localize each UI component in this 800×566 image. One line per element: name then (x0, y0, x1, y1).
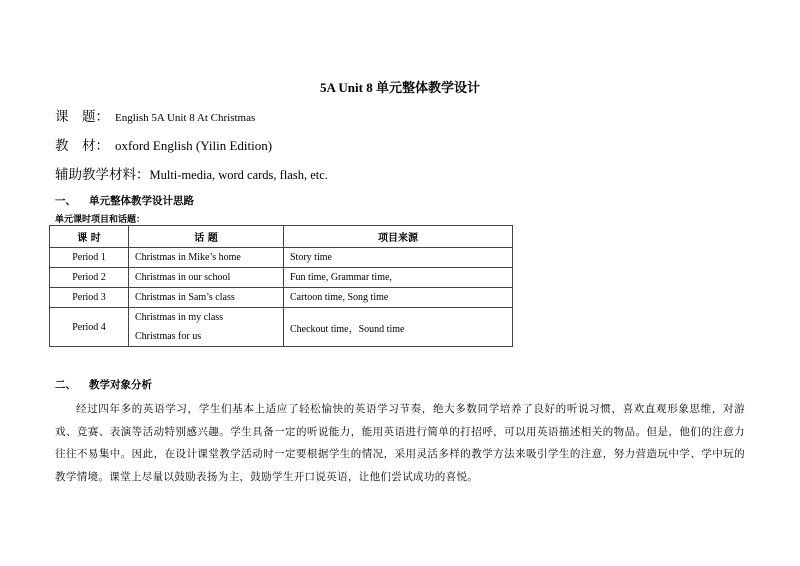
document-title: 5A Unit 8 单元整体教学设计 (320, 80, 480, 95)
period-cell: Period 4 (50, 308, 129, 347)
table-row (50, 268, 513, 288)
materials-value: Multi-media, word cards, flash, etc. (149, 168, 328, 182)
source-cell: Story time (284, 248, 513, 268)
textbook-field (55, 134, 272, 154)
topic-line: Christmas for us (135, 331, 202, 342)
topic-cell: Christmas in Sam’s class (129, 288, 284, 308)
section2-number: 二、 (55, 379, 76, 391)
section1-title: 单元整体教学设计思路 (89, 195, 194, 207)
topic-value: English 5A Unit 8 At Christmas (115, 112, 256, 124)
section2-title: 教学对象分析 (89, 379, 152, 391)
topic-cell: Christmas in Mike’s home (129, 248, 284, 268)
topic-field (55, 105, 255, 125)
textbook-value: oxford English (Yilin Edition) (115, 138, 273, 153)
period-cell: Period 3 (50, 288, 129, 308)
table-caption: 单元课时项目和话题： (55, 215, 146, 225)
topic-cell (129, 308, 284, 347)
header-source: 项目来源 (284, 226, 513, 248)
header-topic: 话 题 (129, 226, 284, 248)
unit-plan-table (49, 225, 513, 347)
topic-line: Christmas in my class (135, 312, 224, 323)
period-cell: Period 2 (50, 268, 129, 288)
table-row (50, 248, 513, 268)
topic-cell: Christmas in our school (129, 268, 284, 288)
section1-heading (55, 193, 194, 208)
materials-label: 辅助教学材料： (55, 167, 150, 183)
source-cell: Checkout time，Sound time (284, 308, 513, 347)
topic-label: 课 题： (55, 109, 109, 125)
table-header-row (50, 226, 513, 248)
table-row (50, 308, 513, 347)
header-period: 课 时 (50, 226, 129, 248)
materials-field (55, 163, 328, 183)
textbook-label: 教 材： (55, 138, 109, 154)
period-cell: Period 1 (50, 248, 129, 268)
learner-analysis-paragraph: 经过四年多的英语学习，学生们基本上适应了轻松愉快的英语学习节奏，绝大多数同学培养了良好的听说习惯，喜欢直观形象思维，对游戏、竞赛、表演等活动特别感兴趣。学生具备一定的听说能力，能用英语进行简单的打招呼，可以用英语描述相关的物品。但是，他们的注意力往往不易集中。因此，在设计课堂教学活动时一定要根据学生的情况，采用灵活多样的教学方法来吸引学生的注意，努力营造玩中学、学中玩的教学情境。课堂上尽量以鼓励表扬为主，鼓励学生开口说英语，让他们尝试成功的喜悦。 (55, 403, 745, 483)
table-row (50, 288, 513, 308)
source-cell: Fun time, Grammar time, (284, 268, 513, 288)
source-cell: Cartoon time, Song time (284, 288, 513, 308)
section1-number: 一、 (55, 195, 76, 207)
section2-heading (55, 377, 152, 392)
